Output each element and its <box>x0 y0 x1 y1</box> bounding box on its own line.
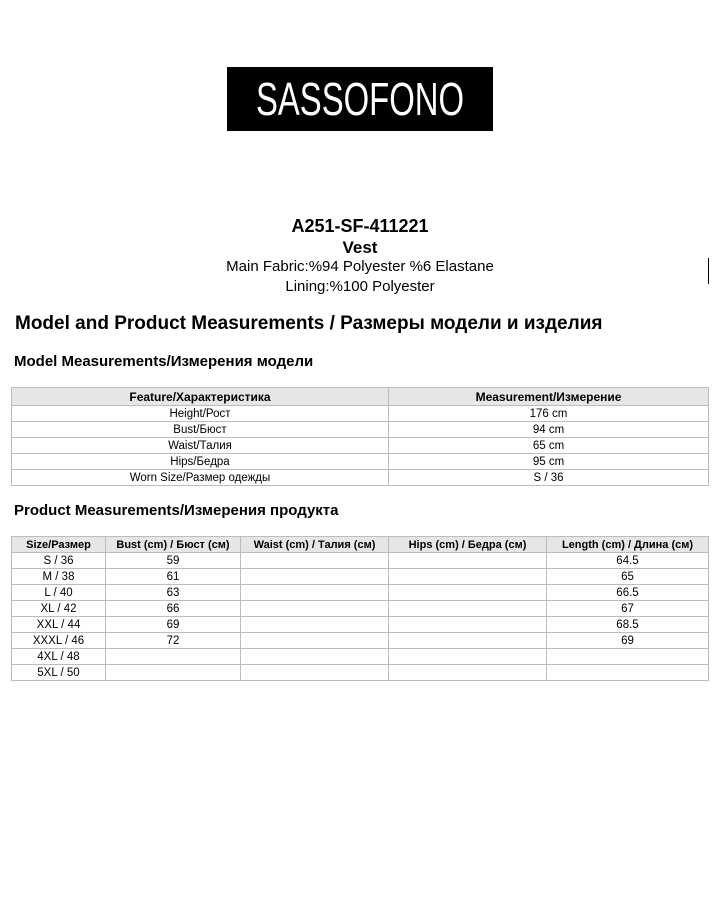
table-row <box>12 406 709 422</box>
measurement-cell: 94 cm <box>389 422 709 438</box>
table-row <box>12 569 709 585</box>
bust-cell: 69 <box>106 617 241 633</box>
column-header: Size/Размер <box>12 537 106 553</box>
bust-cell: 59 <box>106 553 241 569</box>
size-cell: L / 40 <box>12 585 106 601</box>
svg-text:SASSOFONO: SASSOFONO <box>256 73 464 125</box>
lining-fabric: Lining:%100 Polyester <box>285 278 435 295</box>
bust-cell <box>106 649 241 665</box>
table-row <box>12 601 709 617</box>
hips-cell <box>389 649 547 665</box>
main-fabric: Main Fabric:%94 Polyester %6 Elastane <box>226 258 494 275</box>
divider <box>708 258 709 284</box>
model-measurements-table <box>11 387 709 486</box>
brand-logo-lettering <box>250 71 470 127</box>
hips-cell <box>389 553 547 569</box>
waist-cell <box>241 553 389 569</box>
waist-cell <box>241 665 389 681</box>
bust-cell: 72 <box>106 633 241 649</box>
table-row <box>12 617 709 633</box>
length-cell: 68.5 <box>547 617 709 633</box>
size-cell: 4XL / 48 <box>12 649 106 665</box>
size-cell: XXL / 44 <box>12 617 106 633</box>
hips-cell <box>389 601 547 617</box>
length-cell: 66.5 <box>547 585 709 601</box>
length-cell: 67 <box>547 601 709 617</box>
table-row <box>12 454 709 470</box>
table-row <box>12 633 709 649</box>
measurement-cell: S / 36 <box>389 470 709 486</box>
table-row <box>12 585 709 601</box>
table-row <box>12 470 709 486</box>
column-header: Hips (cm) / Бедра (см) <box>389 537 547 553</box>
size-cell: XL / 42 <box>12 601 106 617</box>
hips-cell <box>389 617 547 633</box>
size-cell: S / 36 <box>12 553 106 569</box>
feature-cell: Height/Рост <box>12 406 389 422</box>
product-section-title: Product Measurements/Измерения продукта <box>14 502 339 519</box>
hips-cell <box>389 585 547 601</box>
column-header: Measurement/Измерение <box>389 388 709 406</box>
bust-cell: 63 <box>106 585 241 601</box>
feature-cell: Hips/Бедра <box>12 454 389 470</box>
hips-cell <box>389 569 547 585</box>
size-cell: M / 38 <box>12 569 106 585</box>
length-cell <box>547 665 709 681</box>
feature-cell: Worn Size/Размер одежды <box>12 470 389 486</box>
feature-cell: Waist/Талия <box>12 438 389 454</box>
bust-cell <box>106 665 241 681</box>
measurement-cell: 176 cm <box>389 406 709 422</box>
table-row <box>12 665 709 681</box>
table-row <box>12 649 709 665</box>
waist-cell <box>241 569 389 585</box>
waist-cell <box>241 585 389 601</box>
size-cell: XXXL / 46 <box>12 633 106 649</box>
column-header: Waist (cm) / Талия (см) <box>241 537 389 553</box>
brand-logo <box>227 67 493 131</box>
hips-cell <box>389 633 547 649</box>
length-cell: 69 <box>547 633 709 649</box>
product-measurements-table <box>11 536 709 681</box>
bust-cell: 61 <box>106 569 241 585</box>
hips-cell <box>389 665 547 681</box>
length-cell: 64.5 <box>547 553 709 569</box>
column-header: Bust (cm) / Бюст (см) <box>106 537 241 553</box>
model-section-title: Model Measurements/Измерения модели <box>14 353 314 370</box>
waist-cell <box>241 601 389 617</box>
table-header-row <box>12 537 709 553</box>
size-cell: 5XL / 50 <box>12 665 106 681</box>
product-code: A251-SF-411221 <box>291 216 429 236</box>
length-cell: 65 <box>547 569 709 585</box>
waist-cell <box>241 617 389 633</box>
measurement-cell: 65 cm <box>389 438 709 454</box>
table-row <box>12 438 709 454</box>
column-header: Feature/Характеристика <box>12 388 389 406</box>
waist-cell <box>241 649 389 665</box>
product-name: Vest <box>342 238 378 257</box>
waist-cell <box>241 633 389 649</box>
measurement-cell: 95 cm <box>389 454 709 470</box>
table-row <box>12 553 709 569</box>
feature-cell: Bust/Бюст <box>12 422 389 438</box>
table-row <box>12 422 709 438</box>
bust-cell: 66 <box>106 601 241 617</box>
table-header-row <box>12 388 709 406</box>
length-cell <box>547 649 709 665</box>
column-header: Length (cm) / Длина (см) <box>547 537 709 553</box>
page-title: Model and Product Measurements / Размеры модели и изделия <box>15 313 603 334</box>
